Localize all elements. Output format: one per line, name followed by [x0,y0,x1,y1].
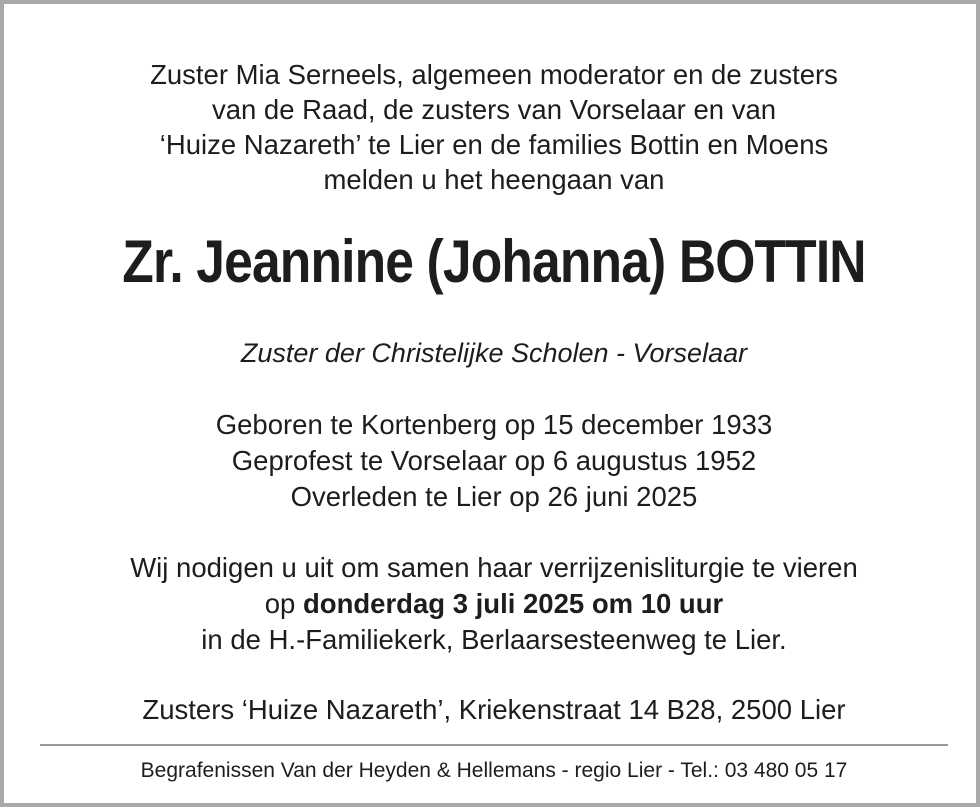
profession-line: Geprofest te Vorselaar op 6 augustus 1952 [231,445,757,476]
service-line-3: in de H.-Familiekerk, Berlaarsesteenweg te Lier. [201,624,787,655]
intro-line-3: ‘Huize Nazareth’ te Lier en de families Bottin en Moens [159,129,829,160]
intro-line-4: melden u het heengaan van [323,164,665,195]
contact-address: Zusters ‘Huize Nazareth’, Kriekenstraat 14 B28, 2500 Lier [142,694,846,725]
footer-divider [40,744,948,746]
funeral-home-footer: Begrafenissen Van der Heyden & Hellemans - regio Lier - Tel.: 03 480 05 17 [140,759,848,782]
service-line-2 [4,588,980,620]
service-date: donderdag 3 juli 2025 om 10 uur [302,588,724,619]
service-date-prefix: op [264,588,303,619]
deceased-name: Zr. Jeannine (Johanna) BOTTIN [122,228,866,295]
birth-line: Geboren te Kortenberg op 15 december 1933 [215,409,773,440]
service-line-1: Wij nodigen u uit om samen haar verrijzenisliturgie te vieren [130,552,858,583]
congregation-subtitle: Zuster der Christelijke Scholen - Vorselaar [240,338,748,368]
intro-line-2: van de Raad, de zusters van Vorselaar en van [211,94,777,125]
intro-line-1: Zuster Mia Serneels, algemeen moderator en de zusters [150,59,838,90]
death-line: Overleden te Lier op 26 juni 2025 [290,481,698,512]
